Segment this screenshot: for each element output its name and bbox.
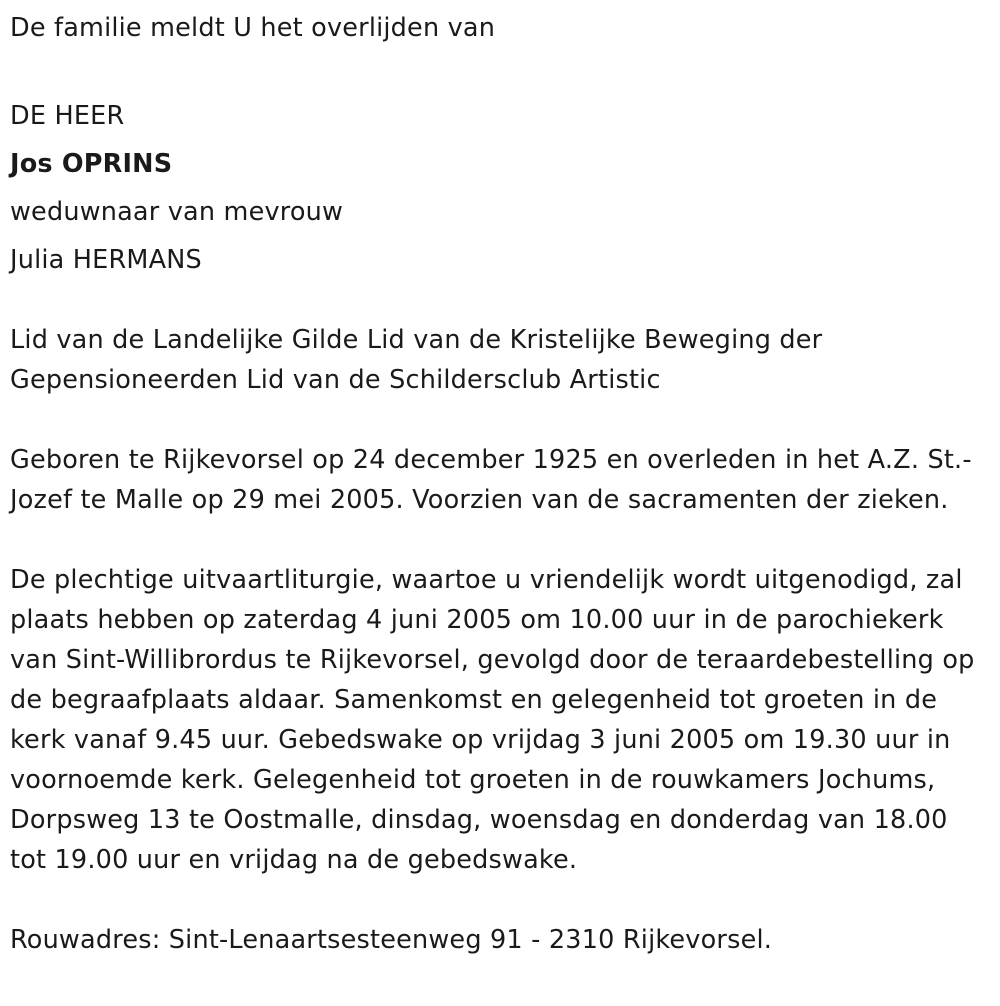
deceased-name: Jos OPRINS bbox=[10, 149, 173, 179]
birth-death-paragraph: Geboren te Rijkevorsel op 24 december 1925 en overleden in het A.Z. St.-Jozef te Malle op 29 mei 2005. Voorzien van de sacramenten der zieken. bbox=[10, 445, 972, 515]
spacer bbox=[10, 48, 985, 88]
intro-line: De familie meldt U het overlijden van bbox=[10, 13, 496, 43]
spacer bbox=[10, 400, 985, 440]
address-line: Rouwadres: Sint-Lenaartsesteenweg 91 - 2310 Rijkevorsel. bbox=[10, 925, 773, 955]
spacer bbox=[10, 880, 985, 920]
spacer bbox=[10, 520, 985, 560]
spacer bbox=[10, 280, 985, 320]
honorific: DE HEER bbox=[10, 101, 125, 131]
spouse-name: Julia HERMANS bbox=[10, 245, 202, 275]
funeral-paragraph: De plechtige uitvaartliturgie, waartoe u vriendelijk wordt uitgenodigd, zal plaats hebben op zaterdag 4 juni 2005 om 10.00 uur in de parochiekerk van Sint-Willibrordus te Rijkevorsel, gevolgd door de teraardebestelling op de begraafplaats aldaar. Samenkomst en gelegenheid tot groeten in de kerk vanaf 9.45 uur. Gebedswake op vrijdag 3 juni 2005 om 19.30 uur in voornoemde kerk. Gelegenheid tot groeten in de rouwkamers Jochums, Dorpsweg 13 te Oostmalle, dinsdag, woensdag en donderdag van 18.00 tot 19.00 uur en vrijdag na de gebedswake. bbox=[10, 565, 975, 875]
memberships-paragraph: Lid van de Landelijke Gilde Lid van de Kristelijke Beweging der Gepensioneerden Lid van de Schildersclub Artistic bbox=[10, 325, 823, 395]
obituary-notice bbox=[10, 8, 985, 960]
widower-line: weduwnaar van mevrouw bbox=[10, 197, 344, 227]
